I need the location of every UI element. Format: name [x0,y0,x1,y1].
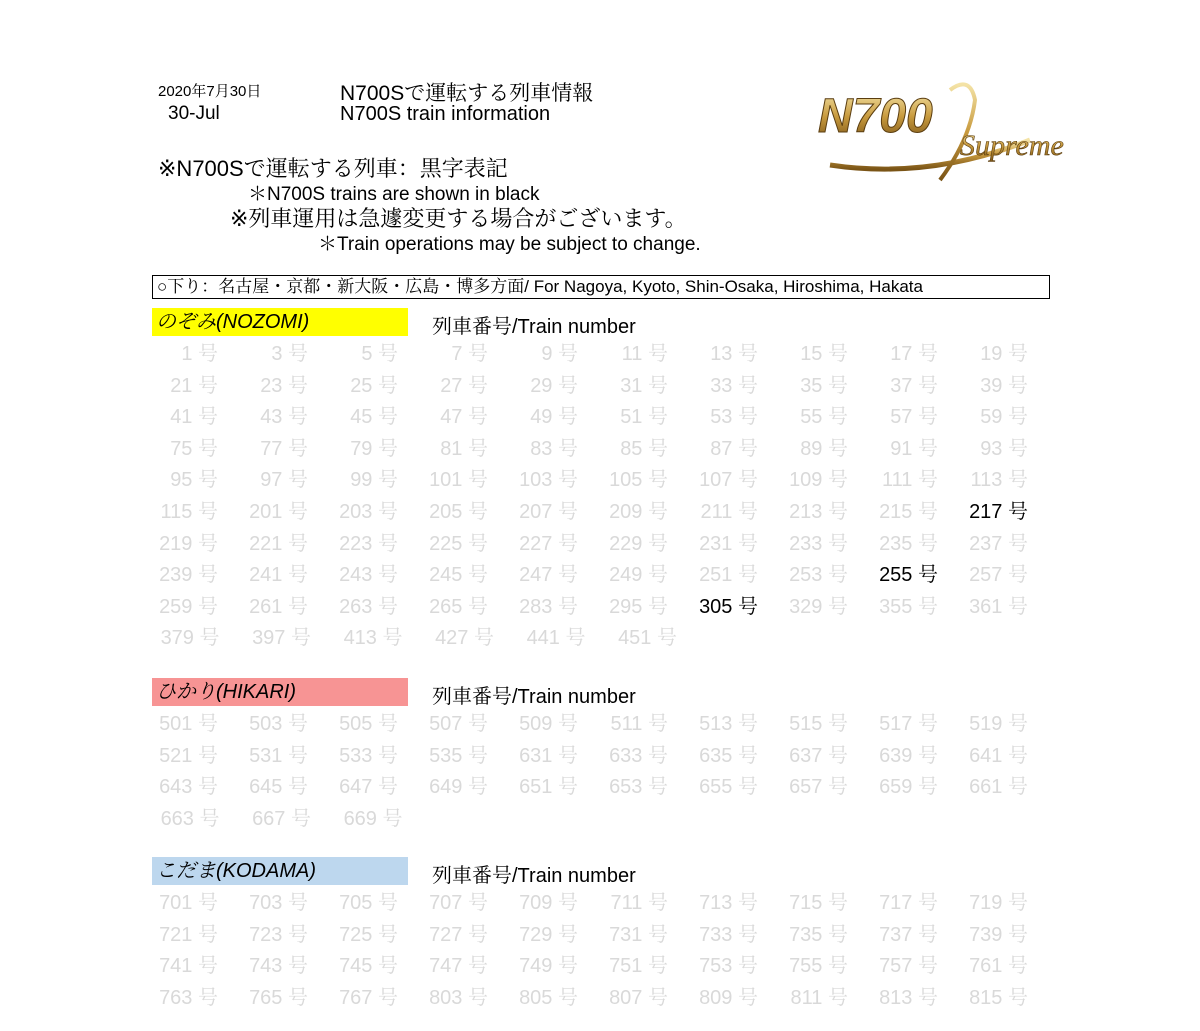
train-number-cell: 531 号 [249,744,308,767]
train-grid [152,339,1052,655]
train-number-cell: 703 号 [249,892,308,914]
train-row [152,592,1052,624]
train-number-cell: 43 号 [260,406,308,429]
train-number-cell: 237 号 [969,532,1028,555]
train-row [152,804,1052,836]
train-number-cell: 19 号 [980,343,1028,365]
train-number-cell: 639 号 [879,744,938,767]
train-number-cell: 645 号 [249,776,308,799]
train-number-cell: 647 号 [339,776,398,799]
train-number-cell: 507 号 [429,713,488,735]
train-number-cell: 9 号 [541,343,578,365]
train-number-cell: 93 号 [980,437,1028,460]
train-number-cell: 103 号 [519,469,578,492]
note-black-text-jp: ※N700Sで運転する列車：黒字表記 [158,156,508,181]
train-number-cell: 85 号 [620,437,668,460]
train-row [152,465,1052,497]
train-number-cell: 707 号 [429,892,488,914]
train-number-cell: 723 号 [249,923,308,946]
train-number-cell: 745 号 [339,955,398,978]
train-number-cell: 721 号 [159,923,218,946]
train-row [152,772,1052,804]
train-number-cell: 115 号 [160,500,218,523]
train-number-cell: 705 号 [339,892,398,914]
train-number-cell: 515 号 [789,713,848,735]
train-number-cell: 107 号 [699,469,758,492]
train-number-cell: 89 号 [800,437,848,460]
train-number-cell: 45 号 [350,406,398,429]
train-number-cell: 295 号 [609,595,668,618]
train-number-cell: 235 号 [879,532,938,555]
train-number-cell: 725 号 [339,923,398,946]
train-number-cell: 743 号 [249,955,308,978]
train-number-cell: 661 号 [969,776,1028,799]
train-number-cell: 51 号 [620,406,668,429]
train-number-cell: 355 号 [879,595,938,618]
train-number-cell: 631 号 [519,744,578,767]
train-number-cell: 79 号 [350,437,398,460]
train-number-cell: 239 号 [159,564,218,587]
train-number-cell: 513 号 [699,713,758,735]
train-number-cell: 87 号 [710,437,758,460]
train-number-cell: 227 号 [519,532,578,555]
train-number-cell: 15 号 [800,343,848,365]
train-number-cell: 113 号 [970,469,1028,492]
train-number-cell: 651 号 [519,776,578,799]
train-number-column-header: 列車番号/Train number [432,865,636,887]
train-number-cell: 747 号 [429,955,488,978]
train-row [152,529,1052,561]
section-header: こだま(KODAMA) [152,857,408,885]
train-number-cell: 305 号 [699,595,758,618]
train-number-cell: 669 号 [343,807,403,830]
train-number-cell: 641 号 [969,744,1028,767]
train-number-cell: 231 号 [699,532,758,555]
train-number-cell: 741 号 [159,955,218,978]
train-row [152,497,1052,529]
train-number-cell: 257 号 [969,564,1028,587]
train-number-cell: 57 号 [890,406,938,429]
train-number-cell: 25 号 [350,374,398,397]
note-change-en: ＊Train operations may be subject to change. [318,234,701,255]
train-number-cell: 329 号 [789,595,848,618]
train-number-cell: 203 号 [339,500,398,523]
train-number-cell: 17 号 [890,343,938,365]
train-number-cell: 757 号 [879,955,938,978]
train-number-cell: 519 号 [969,713,1028,735]
date-en: 30-Jul [168,103,220,124]
train-number-cell: 427 号 [435,627,494,650]
train-number-cell: 809 号 [699,986,758,1009]
train-number-cell: 735 号 [789,923,848,946]
train-number-cell: 713 号 [699,892,758,914]
date-jp: 2020年7月30日 [158,83,262,100]
train-number-cell: 767 号 [339,986,398,1009]
train-number-cell: 265 号 [429,595,488,618]
train-number-cell: 253 号 [789,564,848,587]
train-row [152,888,1052,920]
train-number-cell: 241 号 [249,564,308,587]
train-number-cell: 223 号 [339,532,398,555]
train-number-cell: 75 号 [170,437,218,460]
train-number-cell: 229 号 [609,532,668,555]
train-number-cell: 1 号 [181,343,218,365]
train-number-cell: 653 号 [609,776,668,799]
train-number-cell: 667 号 [252,807,311,830]
train-number-cell: 105 号 [609,469,668,492]
logo-script-text: Supreme [960,129,1064,162]
train-number-cell: 811 号 [790,986,848,1009]
train-grid [152,888,1052,1014]
train-number-cell: 717 号 [879,892,938,914]
train-number-cell: 701 号 [159,892,218,914]
train-number-cell: 3 号 [271,343,308,365]
train-number-cell: 35 号 [800,374,848,397]
train-number-cell: 649 号 [429,776,488,799]
train-number-cell: 509 号 [519,713,578,735]
train-grid [152,709,1052,835]
train-number-cell: 379 号 [160,627,220,650]
train-number-cell: 815 号 [969,986,1028,1009]
train-number-cell: 521 号 [159,744,218,767]
train-number-cell: 813 号 [879,986,938,1009]
train-number-cell: 205 号 [429,500,488,523]
train-number-column-header: 列車番号/Train number [432,316,636,338]
train-number-cell: 441 号 [526,627,586,650]
train-number-cell: 59 号 [980,406,1028,429]
train-number-cell: 5 号 [361,343,398,365]
direction-banner: ○下り：名古屋・京都・新大阪・広島・博多方面/ For Nagoya, Kyoto, Shin-Osaka, Hiroshima, Hakata [152,275,1050,299]
train-number-cell: 413 号 [343,627,403,650]
train-number-cell: 215 号 [879,500,938,523]
train-number-cell: 807 号 [609,986,668,1009]
train-number-cell: 245 号 [429,564,488,587]
train-number-cell: 243 号 [339,564,398,587]
train-number-cell: 207 号 [519,500,578,523]
page-title-en: N700S train information [340,103,551,125]
train-row [152,402,1052,434]
train-number-cell: 739 号 [969,923,1028,946]
train-number-cell: 643 号 [159,776,218,799]
section-header: のぞみ(NOZOMI) [152,308,408,336]
train-number-cell: 23 号 [260,374,308,397]
train-number-cell: 213 号 [789,500,848,523]
train-row [152,434,1052,466]
train-number-cell: 727 号 [429,923,488,946]
train-number-cell: 99 号 [350,469,398,492]
train-number-cell: 225 号 [429,532,488,555]
train-row [152,741,1052,773]
train-number-cell: 753 号 [699,955,758,978]
train-number-cell: 505 号 [339,713,398,735]
train-number-cell: 31 号 [620,374,668,397]
train-number-cell: 233 号 [789,532,848,555]
train-number-cell: 361 号 [969,595,1028,618]
train-number-cell: 283 号 [519,595,578,618]
train-number-cell: 255 号 [879,564,938,587]
train-number-cell: 501 号 [159,713,218,735]
train-number-cell: 729 号 [519,923,578,946]
train-number-cell: 715 号 [789,892,848,914]
train-number-cell: 749 号 [519,955,578,978]
page-title-jp: N700Sで運転する列車情報 [340,82,594,105]
train-number-cell: 451 号 [618,627,677,650]
train-number-cell: 209 号 [609,500,668,523]
train-row [152,920,1052,952]
train-number-cell: 535 号 [429,744,488,767]
train-number-cell: 249 号 [609,564,668,587]
train-row [152,709,1052,741]
train-number-cell: 91 号 [890,437,938,460]
logo-brand-text: N700 [818,90,933,143]
train-number-cell: 33 号 [710,374,758,397]
train-number-cell: 219 号 [159,532,218,555]
train-number-cell: 221 号 [249,532,308,555]
train-number-cell: 53 号 [710,406,758,429]
train-number-cell: 511 号 [610,713,668,735]
train-number-cell: 751 号 [609,955,668,978]
train-number-cell: 263 号 [339,595,398,618]
train-number-cell: 217 号 [969,500,1028,523]
train-number-cell: 657 号 [789,776,848,799]
train-number-cell: 37 号 [890,374,938,397]
train-row [152,983,1052,1015]
train-number-cell: 109 号 [789,469,848,492]
train-number-cell: 29 号 [530,374,578,397]
train-number-cell: 397 号 [252,627,311,650]
train-row [152,951,1052,983]
train-number-cell: 737 号 [879,923,938,946]
train-number-cell: 637 号 [789,744,848,767]
train-number-cell: 39 号 [980,374,1028,397]
train-number-cell: 503 号 [249,713,308,735]
train-number-cell: 201 号 [249,500,308,523]
train-number-cell: 261 号 [249,595,308,618]
train-number-column-header: 列車番号/Train number [432,686,636,708]
train-number-cell: 81 号 [440,437,488,460]
train-number-cell: 733 号 [699,923,758,946]
train-number-cell: 803 号 [429,986,488,1009]
train-row [152,560,1052,592]
train-number-cell: 633 号 [609,744,668,767]
train-number-cell: 517 号 [879,713,938,735]
train-number-cell: 731 号 [609,923,668,946]
train-number-cell: 765 号 [249,986,308,1009]
train-number-cell: 635 号 [699,744,758,767]
train-number-cell: 755 号 [789,955,848,978]
train-number-cell: 533 号 [339,744,398,767]
train-number-cell: 761 号 [969,955,1028,978]
section-header: ひかり(HIKARI) [152,678,408,706]
train-number-cell: 763 号 [159,986,218,1009]
train-number-cell: 663 号 [160,807,220,830]
train-number-cell: 49 号 [530,406,578,429]
train-number-cell: 97 号 [260,469,308,492]
train-row [152,339,1052,371]
note-change-jp: ※列車運用は急遽変更する場合がございます。 [230,206,687,231]
train-row [152,371,1052,403]
train-number-cell: 805 号 [519,986,578,1009]
train-number-cell: 719 号 [969,892,1028,914]
train-number-cell: 55 号 [800,406,848,429]
train-number-cell: 211 号 [700,500,758,523]
train-number-cell: 13 号 [710,343,758,365]
train-number-cell: 11 号 [621,343,668,365]
train-number-cell: 83 号 [530,437,578,460]
train-number-cell: 21 号 [170,374,218,397]
train-number-cell: 659 号 [879,776,938,799]
note-black-text-en: ＊N700S trains are shown in black [248,184,540,205]
train-number-cell: 7 号 [451,343,488,365]
train-number-cell: 101 号 [429,469,488,492]
train-number-cell: 111 号 [882,469,938,492]
n700-supreme-logo [800,80,1080,190]
train-number-cell: 251 号 [699,564,758,587]
train-number-cell: 95 号 [170,469,218,492]
train-number-cell: 27 号 [440,374,488,397]
train-number-cell: 41 号 [170,406,218,429]
train-number-cell: 655 号 [699,776,758,799]
train-number-cell: 709 号 [519,892,578,914]
train-row [152,623,1052,655]
train-number-cell: 711 号 [610,892,668,914]
train-number-cell: 47 号 [440,406,488,429]
train-number-cell: 247 号 [519,564,578,587]
train-number-cell: 259 号 [159,595,218,618]
train-number-cell: 77 号 [260,437,308,460]
